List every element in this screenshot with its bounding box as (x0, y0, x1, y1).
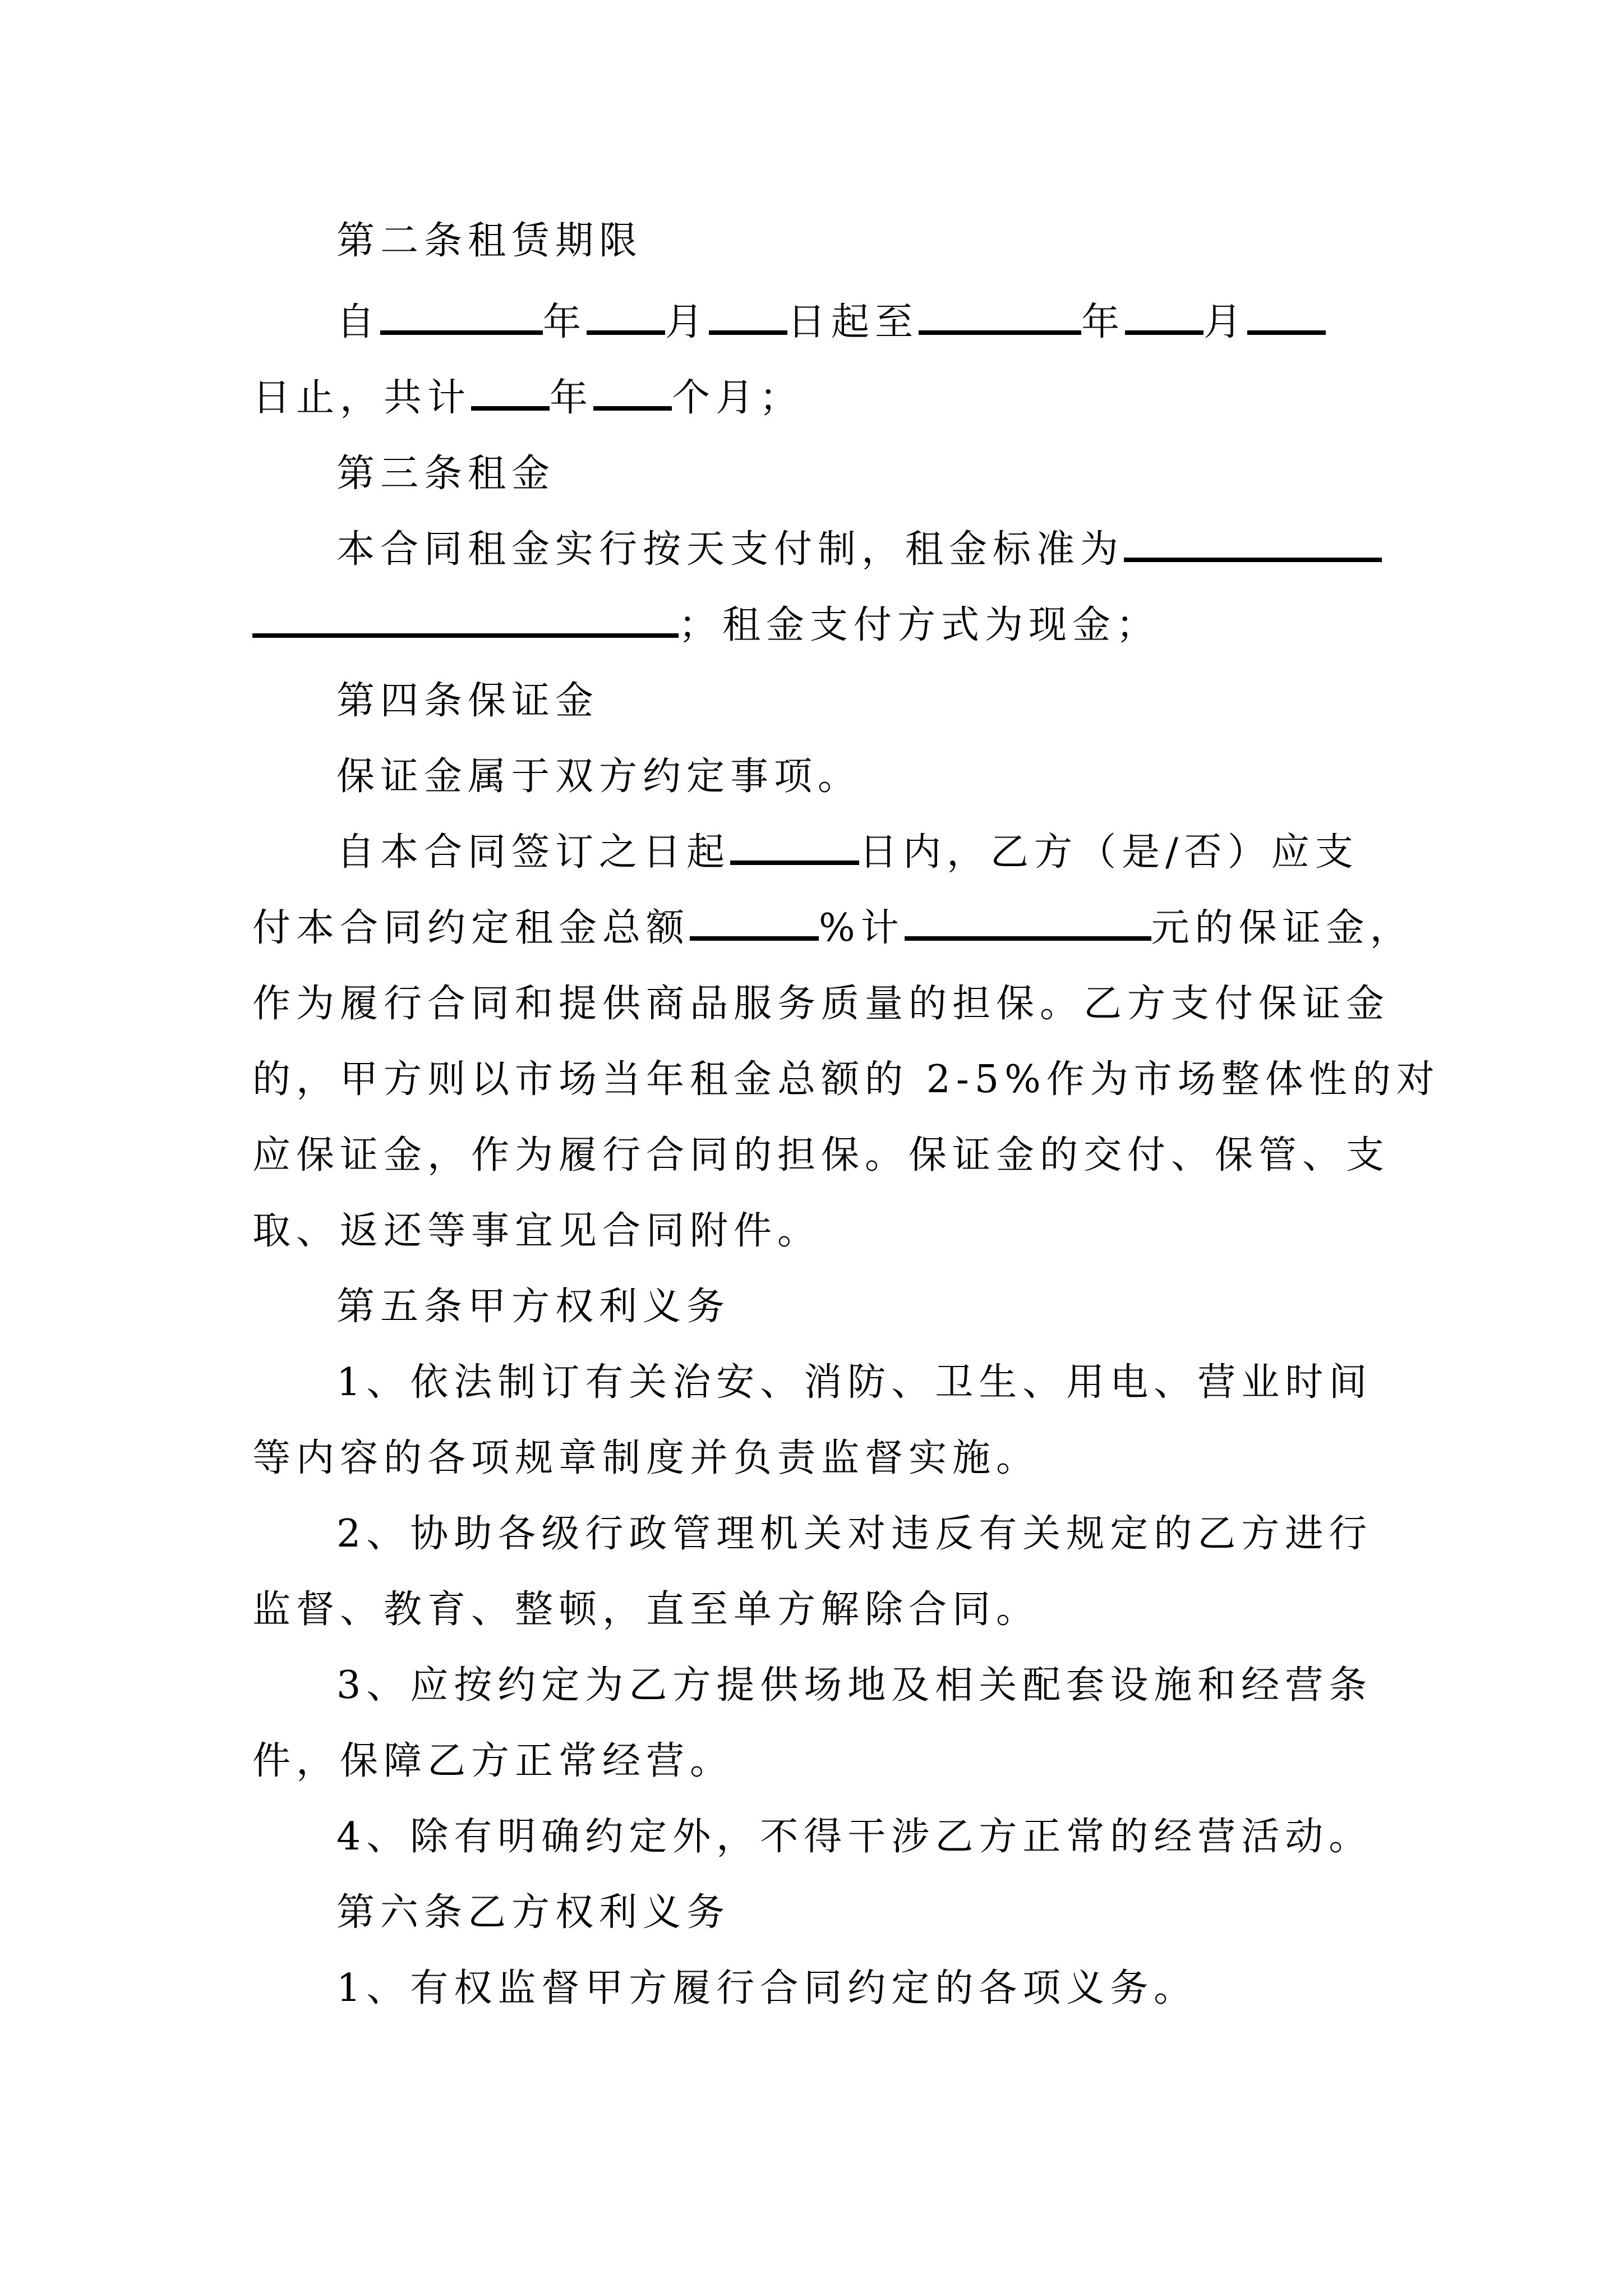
rent-standard-blank-cont (252, 605, 679, 638)
end-day-blank (1247, 302, 1326, 335)
article-4-para-2-line-3: 作为履行合同和提供商品服务质量的担保。乙方支付保证金 (252, 982, 1390, 1026)
article-5-item-3-line-2: 件，保障乙方正常经营。 (252, 1739, 734, 1783)
article-4-para-2-line-5: 应保证金，作为履行合同的担保。保证金的交付、保管、支 (252, 1133, 1390, 1177)
start-year-blank (380, 302, 543, 335)
text: 元的保证金， (1151, 906, 1414, 950)
rent-standard-blank (1124, 530, 1382, 562)
text: 自 (336, 300, 381, 344)
article-5-item-4: 4、除有明确约定外，不得干涉乙方正常的经营活动。 (336, 1815, 1373, 1859)
text: 日止，共计 (252, 376, 472, 420)
text: %计 (819, 906, 905, 950)
text: 年 (1081, 300, 1126, 344)
article-3-title: 第三条租金 (336, 452, 556, 496)
text: 日内，乙方（是/否）应支 (859, 830, 1359, 875)
text: 自本合同签订之日起 (336, 830, 731, 875)
start-day-blank (709, 302, 787, 335)
text: 月 (1204, 300, 1248, 344)
article-4-title: 第四条保证金 (336, 679, 600, 723)
article-3-line-1 (336, 524, 1382, 575)
article-5-item-2-line-2: 监督、教育、整顿，直至单方解除合同。 (252, 1588, 1040, 1632)
text: 本合同租金实行按天支付制，租金标准为 (336, 527, 1124, 572)
article-2-title: 第二条租赁期限 (336, 219, 643, 263)
article-4-para-2-line-2 (252, 903, 1414, 954)
text: 年 (543, 300, 587, 344)
article-3-line-2 (252, 600, 1160, 651)
text: 付本合同约定租金总额 (252, 906, 690, 950)
text: 年 (550, 376, 594, 420)
article-2-line-2 (252, 373, 803, 424)
text: ；租金支付方式为现金； (679, 603, 1160, 647)
article-4-para-2-line-1 (336, 827, 1359, 878)
article-4-para-2-line-6: 取、返还等事宜见合同附件。 (252, 1209, 822, 1253)
article-4-para-1: 保证金属于双方约定事项。 (336, 754, 862, 799)
article-5-item-3-line-1: 3、应按约定为乙方提供场地及相关配套设施和经营条 (336, 1663, 1373, 1708)
article-5-item-2-line-1: 2、协助各级行政管理机关对违反有关规定的乙方进行 (336, 1512, 1373, 1556)
text: 日起至 (787, 300, 919, 344)
end-year-blank (919, 302, 1081, 335)
deposit-percent-blank (690, 908, 819, 941)
article-6-title: 第六条乙方权利义务 (336, 1890, 731, 1935)
article-5-title: 第五条甲方权利义务 (336, 1285, 731, 1329)
end-month-blank (1125, 302, 1204, 335)
article-2-line-1 (336, 297, 1326, 348)
deposit-days-blank (730, 832, 859, 865)
deposit-amount-blank (905, 908, 1151, 941)
article-5-item-1-line-2: 等内容的各项规章制度并负责监督实施。 (252, 1436, 1040, 1480)
total-years-blank (471, 378, 550, 411)
article-6-item-1: 1、有权监督甲方履行合同约定的各项义务。 (336, 1966, 1198, 2010)
article-4-para-2-line-4: 的，甲方则以市场当年租金总额的 2-5%作为市场整体性的对 (252, 1057, 1440, 1102)
text: 月 (665, 300, 709, 344)
start-month-blank (587, 302, 665, 335)
article-5-item-1-line-1: 1、依法制订有关治安、消防、卫生、用电、营业时间 (336, 1360, 1373, 1405)
total-months-blank (593, 378, 672, 411)
text: 个月； (672, 376, 804, 420)
